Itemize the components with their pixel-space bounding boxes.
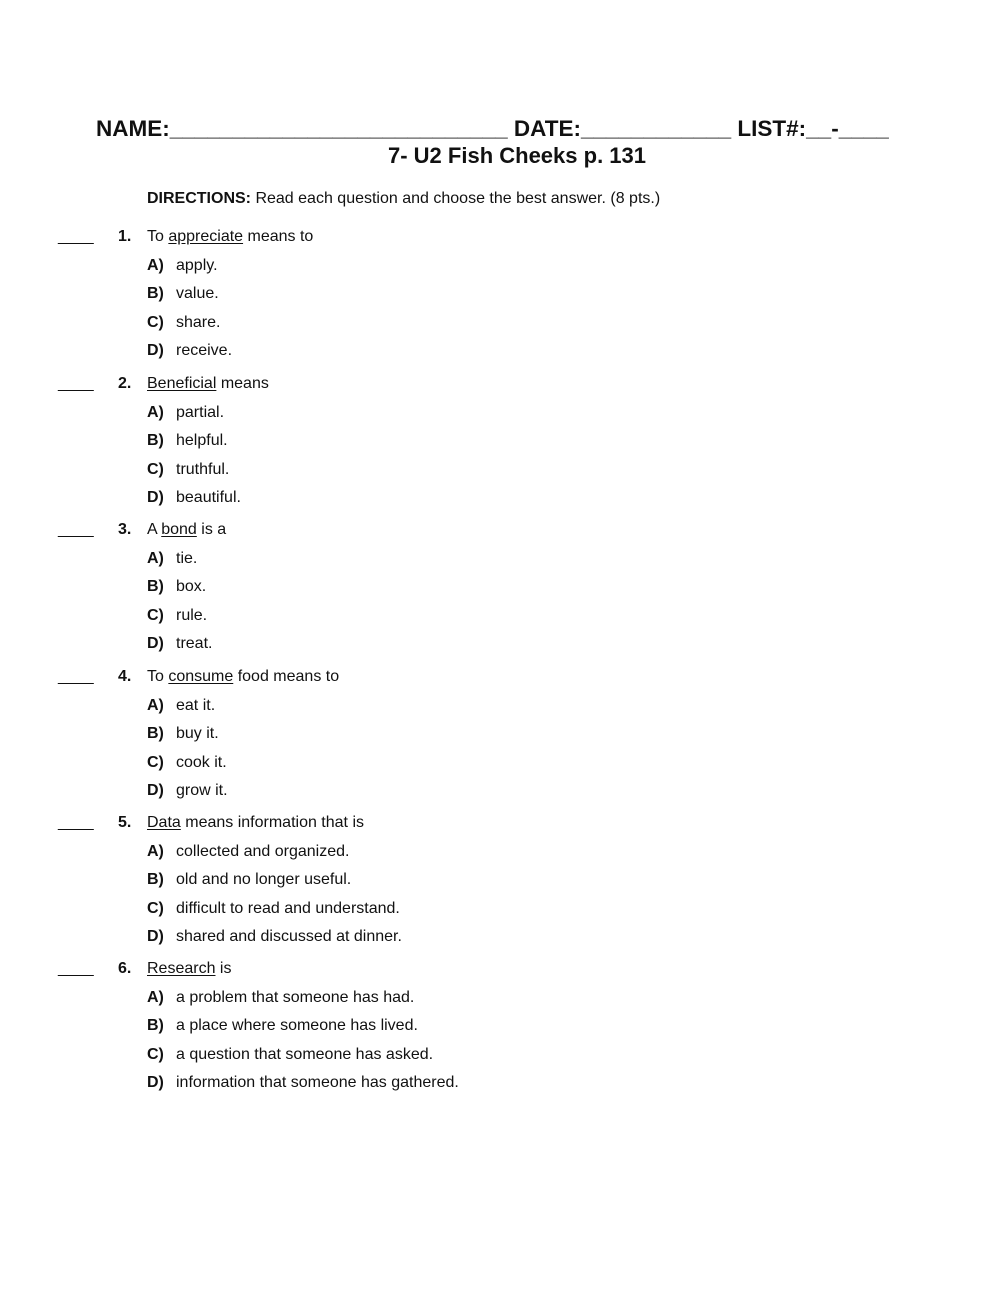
option-text: treat. [176, 635, 213, 652]
question-prefix: To [147, 228, 169, 245]
option-text: shared and discussed at dinner. [176, 928, 402, 945]
option-letter: B) [147, 578, 164, 595]
vocab-word: consume [168, 668, 234, 685]
answer-blank[interactable]: ____ [58, 521, 94, 538]
question-suffix: means information that is [180, 814, 364, 831]
vocab-word: Research [147, 960, 216, 977]
option-letter: C) [147, 900, 164, 917]
question-number: 3. [118, 521, 132, 538]
option-text: helpful. [176, 432, 228, 449]
option-letter: C) [147, 314, 164, 331]
question-text [147, 960, 231, 978]
date-label: DATE: [513, 116, 581, 141]
option-letter: D) [147, 928, 164, 945]
answer-blank[interactable]: ____ [58, 814, 94, 831]
option-letter: B) [147, 285, 164, 302]
option-text: collected and organized. [176, 843, 350, 860]
question-number: 1. [118, 228, 132, 245]
name-blank[interactable]: ___________________________ [169, 116, 508, 141]
option-text: truthful. [176, 461, 230, 478]
question-suffix: is a [196, 521, 227, 538]
option-letter: B) [147, 871, 164, 888]
answer-blank[interactable]: ____ [58, 228, 94, 245]
vocab-word: bond [161, 521, 197, 538]
option-text: eat it. [176, 697, 216, 714]
option-text: box. [176, 578, 207, 595]
question-number: 5. [118, 814, 132, 831]
option-text: a problem that someone has had. [176, 989, 415, 1006]
option-letter: D) [147, 782, 164, 799]
option-letter: B) [147, 432, 164, 449]
header-fields [96, 116, 889, 142]
option-letter: C) [147, 607, 164, 624]
page-title: 7- U2 Fish Cheeks p. 131 [388, 143, 646, 168]
name-label: NAME: [96, 116, 170, 141]
option-text: grow it. [176, 782, 228, 799]
option-letter: D) [147, 635, 164, 652]
question-prefix: To [147, 668, 169, 685]
question-prefix: A [147, 521, 162, 538]
option-letter: D) [147, 489, 164, 506]
question-text [147, 521, 226, 539]
question-suffix: means [216, 375, 269, 392]
answer-blank[interactable]: ____ [58, 960, 94, 977]
option-text: receive. [176, 342, 233, 359]
option-text: a place where someone has lived. [176, 1017, 418, 1034]
option-text: buy it. [176, 725, 219, 742]
option-letter: C) [147, 1046, 164, 1063]
option-letter: A) [147, 550, 164, 567]
option-letter: A) [147, 843, 164, 860]
option-letter: A) [147, 257, 164, 274]
directions [147, 190, 660, 208]
option-text: beautiful. [176, 489, 241, 506]
question-number: 2. [118, 375, 132, 392]
question-text [147, 375, 269, 393]
option-text: cook it. [176, 754, 227, 771]
option-letter: C) [147, 461, 164, 478]
option-text: rule. [176, 607, 208, 624]
option-letter: B) [147, 1017, 164, 1034]
list-blank[interactable]: __-____ [806, 116, 889, 141]
option-text: share. [176, 314, 221, 331]
answer-blank[interactable]: ____ [58, 375, 94, 392]
directions-text: Read each question and choose the best answer. (8 pts.) [255, 190, 661, 207]
option-text: information that someone has gathered. [176, 1074, 459, 1091]
option-letter: C) [147, 754, 164, 771]
date-blank[interactable]: ____________ [580, 116, 732, 141]
question-number: 4. [118, 668, 132, 685]
vocab-word: Beneficial [147, 375, 217, 392]
option-letter: A) [147, 989, 164, 1006]
option-letter: D) [147, 1074, 164, 1091]
directions-label: DIRECTIONS: [147, 190, 251, 207]
option-text: partial. [176, 404, 225, 421]
question-text [147, 668, 339, 686]
question-number: 6. [118, 960, 132, 977]
answer-blank[interactable]: ____ [58, 668, 94, 685]
question-suffix: is [215, 960, 232, 977]
vocab-word: Data [147, 814, 181, 831]
option-letter: D) [147, 342, 164, 359]
vocab-word: appreciate [168, 228, 244, 245]
question-suffix: food means to [233, 668, 340, 685]
question-text [147, 228, 313, 246]
list-label: LIST#: [737, 116, 807, 141]
option-text: a question that someone has asked. [176, 1046, 434, 1063]
option-text: old and no longer useful. [176, 871, 352, 888]
option-letter: A) [147, 697, 164, 714]
option-letter: B) [147, 725, 164, 742]
option-text: apply. [176, 257, 218, 274]
option-text: tie. [176, 550, 198, 567]
question-suffix: means to [243, 228, 314, 245]
option-letter: A) [147, 404, 164, 421]
option-text: difficult to read and understand. [176, 900, 400, 917]
option-text: value. [176, 285, 219, 302]
question-text [147, 814, 364, 832]
